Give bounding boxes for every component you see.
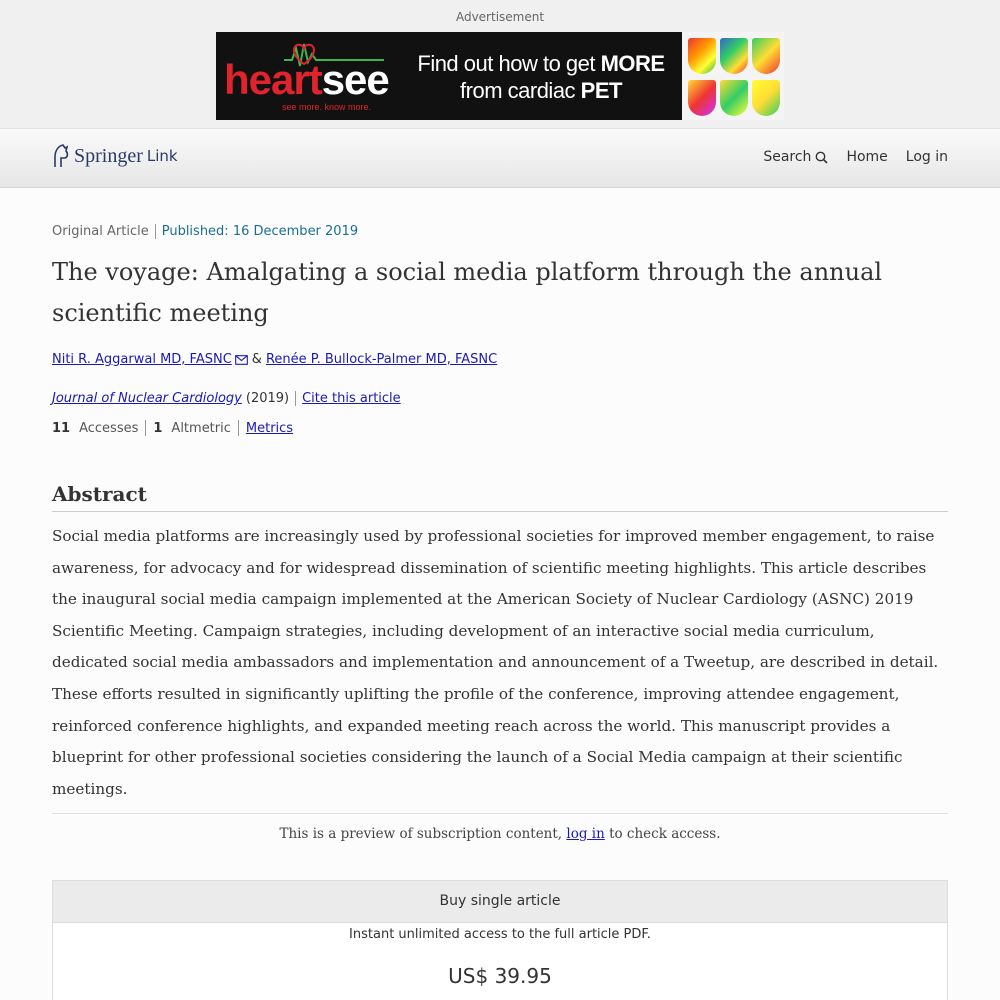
springer-horse-icon	[52, 143, 70, 169]
metrics-link[interactable]: Metrics	[245, 420, 294, 436]
buy-article-box	[52, 880, 948, 1000]
preview-text-pre: This is a preview of subscription content,	[279, 826, 567, 842]
accesses-count: 11	[52, 420, 71, 436]
home-link[interactable]: Home	[846, 149, 888, 165]
brand-heart: heart	[224, 56, 322, 103]
altmetric-label: Altmetric	[171, 420, 231, 436]
abstract-text: Social media platforms are increasingly used by professional societies for improved member engagement, to raise awareness, for advocacy and for widespread dissemination of scientific meeting highlights. This article describes the inaugural social media campaign implemented at the American Society of Nuclear Cardiology (ASNC) 2019 Scientific Meeting. Campaign strategies, including development of an interactive social media curriculum, dedicated social media ambassadors and implementation and announcement of a Tweetup, are described in detail. These efforts resulted in significantly uplifting the profile of the conference, improving attendee engagement, reinforced conference highlights, and expanded meeting reach across the world. This manuscript provides a blueprint for other professional societies considering the launch of a Social Media campaign at their scientific meetings.	[52, 527, 939, 798]
article-metrics	[52, 420, 293, 436]
login-link[interactable]: Log in	[905, 149, 948, 165]
altmetric-count: 1	[153, 420, 163, 436]
published-date: Published: 16 December 2019	[155, 224, 358, 239]
pet-scan-image	[688, 80, 716, 116]
article-price: US$ 39.95	[448, 964, 552, 988]
brand-see: see	[321, 56, 389, 103]
article-meta	[52, 224, 358, 239]
pet-scan-image	[720, 80, 748, 116]
ad-copy	[406, 50, 676, 104]
pet-scan-image	[688, 38, 716, 74]
email-icon[interactable]	[235, 355, 248, 365]
buy-single-article-heading: Buy single article	[53, 881, 947, 923]
cardiac-pet-images	[682, 32, 784, 120]
article-type: Original Article	[52, 224, 149, 239]
metrics-divider	[145, 420, 146, 436]
journal-link[interactable]: Journal of Nuclear Cardiology	[52, 391, 242, 406]
brand-sub: Link	[146, 147, 178, 165]
ad-copy-line1-bold: MORE	[600, 51, 665, 76]
search-label: Search	[763, 149, 812, 165]
search-icon	[815, 151, 828, 164]
pet-scan-image	[752, 38, 780, 74]
abstract-heading: Abstract	[52, 482, 948, 512]
ad-tagline: see more. know more.	[282, 102, 372, 112]
article-title: The voyage: Amalgating a social media platform through the annual scientific meeting	[52, 258, 883, 327]
accesses-label: Accesses	[79, 420, 139, 436]
top-nav	[763, 149, 948, 165]
advertisement-label: Advertisement	[455, 10, 545, 24]
journal-line	[52, 391, 401, 406]
search-button[interactable]	[763, 149, 828, 165]
subscription-preview-notice	[52, 813, 948, 857]
author-link-first[interactable]: Niti R. Aggarwal MD, FASNC	[52, 352, 232, 367]
brand-name: Springer	[74, 144, 143, 167]
springerlink-logo[interactable]	[52, 141, 178, 171]
heartsee-wordmark	[224, 56, 389, 104]
preview-text-post: to check access.	[604, 826, 721, 842]
ad-copy-line2: from cardiac	[460, 78, 581, 103]
preview-login-link[interactable]: log in	[566, 826, 605, 842]
pet-scan-image	[720, 38, 748, 74]
author-link-second[interactable]: Renée P. Bullock-Palmer MD, FASNC	[265, 352, 498, 367]
cite-article-link[interactable]: Cite this article	[295, 391, 401, 406]
ad-copy-line1: Find out how to get	[417, 51, 601, 76]
ad-copy-line2-bold: PET	[580, 78, 622, 103]
advertisement-band	[0, 0, 1000, 128]
heartsee-ad-banner[interactable]	[216, 32, 784, 120]
heartsee-logo	[224, 40, 394, 112]
author-list	[52, 352, 497, 367]
buy-description: Instant unlimited access to the full article PDF.	[349, 927, 651, 942]
journal-year: (2019)	[245, 391, 290, 406]
pet-scan-image	[752, 80, 780, 116]
site-header	[0, 128, 1000, 188]
metrics-divider	[238, 420, 239, 436]
author-joiner: &	[251, 352, 262, 367]
